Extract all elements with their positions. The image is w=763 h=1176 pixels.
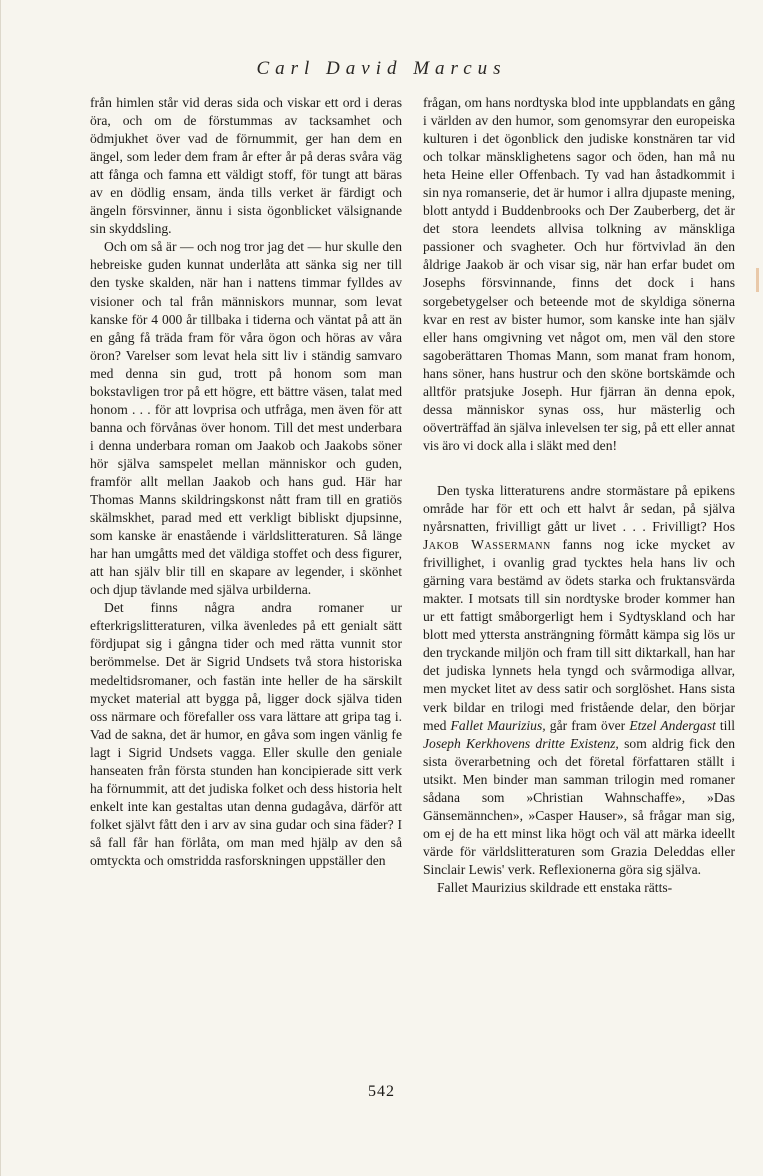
author-name: Jakob Wassermann — [423, 537, 551, 553]
left-paragraph-1: från himlen står vid deras sida och viskar ett ord i deras öra, och om de förstummas av tacksamhet och ödmjukhet över vad de förnummit, ger han dem en ängel, som leder dem fram år efter år på deras svåra väg att fånga och famna ett väldigt stoff, för tungt att bäras av en dödlig ensam, ända tills verket är färdigt och ängeln försvinner, ännu i sista ögonblicket välsignande sin skyddsling. — [90, 95, 402, 237]
paragraph-text: som aldrig fick den sista överarbetning och det företal författaren ställt i utsikt. Men binder man samman trilogin med romaner sådana som »Christian Wahnschaffe», »Das Gänsemännchen», »Casper Hauser», så frågar man sig, om ej de ha ett minst lika högt och väl att märka ideellt värde för världslitteraturen som Grazia Deleddas eller Sinclair Lewis' verk. Reflexionerna göra sig själva. — [423, 735, 735, 877]
page-number: 542 — [368, 1083, 395, 1100]
left-paragraph-3: Det finns några andra romaner ur efterkrigslitteraturen, vilka ävenledes på ett genialt sätt fördjupat sig i gångna tider och med rätta vunnit stor berömmelse. Det är Sigrid Undsets två stora historiska medeltidsromaner, och fastän inte heller de ha särskilt mycket material att bygga på, ligger dock själva tiden oss närmare och förefaller oss vara lättare att gripa tag i. Vad de sakna, det är humor, en gåva som ingen vänlig fe lagt i Sigrid Undsets vagga. Eller skulle den geniale hanseaten från första stunden han koncipierade sitt verk ha förnummit, att det judiska folket och dess historia helt enkelt inte kan gestaltas utan denna gudagåva, därför att folket självt fått den i arv av sina gudar och sina fäder? I så fall får han förlåta, om man med hjälp av den så omtyckta och omstridda rasforskningen uppställer den — [90, 600, 402, 868]
page-margin-mark — [756, 268, 759, 292]
paragraph-text: går fram över — [549, 717, 626, 733]
paragraph-text: till — [719, 717, 735, 733]
running-head: Carl David Marcus — [256, 58, 507, 79]
right-column — [423, 94, 735, 897]
book-title: Fallet Maurizius, — [450, 717, 546, 733]
right-paragraph-3: Fallet Maurizius skildrade ett enstaka rätts- — [437, 879, 673, 895]
left-column — [90, 94, 402, 870]
book-title: Etzel Andergast — [629, 717, 716, 733]
paragraph-text: Den tyska litteraturens andre stormästare på epikens område har för ett och ett halvt år sedan, på själva nyårsnatten, frivilligt gått ur livet . . . Frivilligt? Hos — [423, 482, 735, 535]
left-paragraph-2: Och om så är — och nog tror jag det — hur skulle den hebreiske guden kunnat underlåta att sänka sig ner till den tyske skalden, när han i nattens timmar fylldes av visioner och tal från människors munnar, som levat kanske för 4 000 år tillbaka i tiderna och väntat på att än en gång få träda fram för våra ögon och höras av våra öron? Varelser som levat hela sitt liv i ständig samvaro med denna sin gud, trott på honom som man bokstavligen tror på ett högre, ett bättre väsen, talat med honom . . . för att lovprisa och utfråga, men även för att banna och förvånas över honom. Till det mest underbara i denna underbara roman om Jaakob och Jaakobs söner hör själva samspelet mellan människor och guden, framför allt mellan Jaakob och hans gud. Här har Thomas Manns skildringskonst nått fram till en gratiös skälmskhet, parad med ett verkligt bibliskt djupsinne, som kanske är enastående i världslitteraturen. Så länge har han umgåtts med det väldiga stoffet och dess figurer, att han själv blir till en skapare av legender, i skönhet och djup tävlande med själva urbilderna. — [90, 239, 402, 598]
paragraph-text: fanns nog icke mycket av frivillighet, i ovanlig grad tycktes hela hans liv och gärning vara bestämd av ödets starka och fruktansvärda makter. I motsats till sin nordtyske broder kommer han ur ett fattigt småborgerligt hem i Sydtyskland och har blott med yttersta ansträngning förmått kämpa sig lös ur den tryckande miljön och fram till sitt diktarkall, han har det judiska lynnets hela tyngd och svårmodiga allvar, men mycket litet av dess satir och sorglöshet. Hans sista verk bildar en trilogi med fristående delar, den börjar med — [423, 537, 735, 733]
book-title: Joseph Kerkhovens dritte Existenz, — [423, 735, 619, 751]
right-paragraph-2 — [423, 482, 735, 879]
right-paragraph-1: frågan, om hans nordtyska blod inte uppblandats en gång i världen av den humor, som genomsyrar den europeiska kulturen i det ögonblick den judiske konstnären tar vid och tolkar mänsklighetens sagor och öden, han må nu heta Heine eller Offenbach. Ty vad han åstadkommit i sin nya romanserie, det är humor i allra djupaste mening, blott antydd i Buddenbrooks och Der Zauberberg, det är det stora leendets allvisa tolkning av mänskliga passioner och svagheter. Och hur förtvivlad än den åldrige Jaakob är och visar sig, när han erfar budet om Josephs försvinnande, finns det dock i hans sorgebetygelser och beteende mot de skyldiga sönerna kvar en rest av bister humor, som kanske inte han själv eller hans omgivning vet något om, men väl den store sagoberättaren Thomas Mann, som manat fram honom, hans söner, hans hustrur och den sköne bortskämde och alltför pratsjuke Joseph. Hur fjärran än denna epok, dessa människor synas oss, hur mästerlig och oöverträffad än själva inlevelsen ter sig, på ett eller annat vis äro vi dock alla i släkt med den! — [423, 95, 735, 453]
